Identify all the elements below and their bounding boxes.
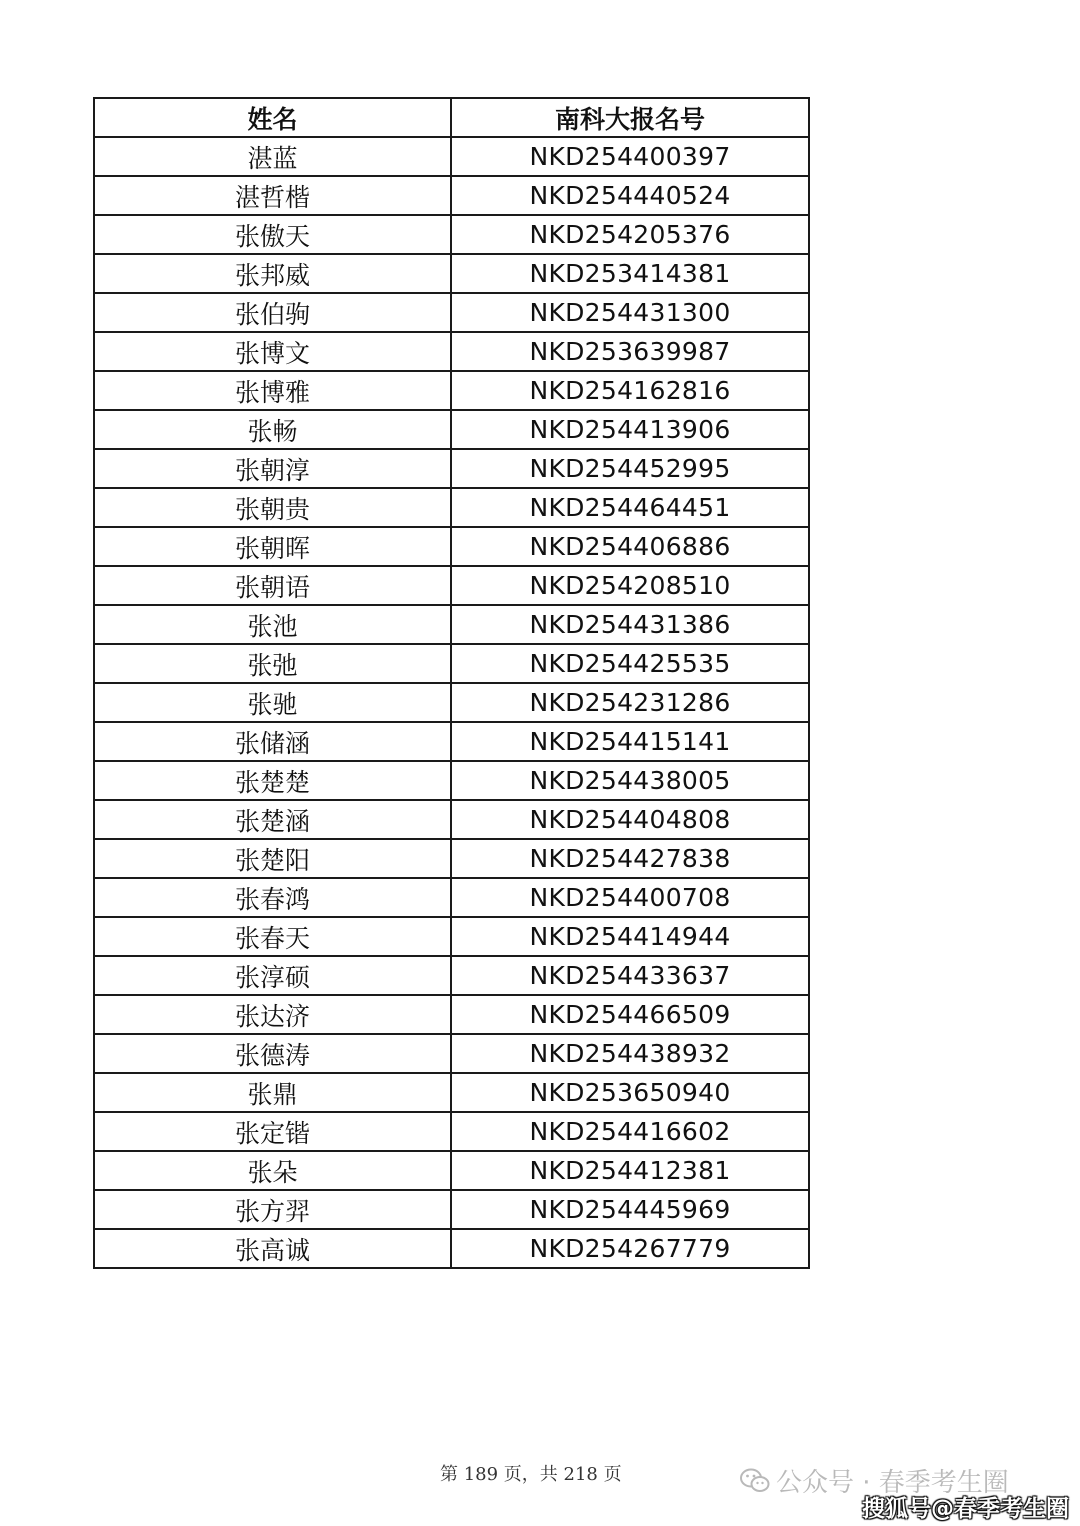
- registration-id: NKD254400708: [451, 878, 809, 917]
- table-header-row: [94, 98, 809, 137]
- table-row: [94, 917, 809, 956]
- table-row: [94, 878, 809, 917]
- table-row: [94, 566, 809, 605]
- registration-id: NKD254440524: [451, 176, 809, 215]
- table-row: [94, 1034, 809, 1073]
- table-row: [94, 1151, 809, 1190]
- applicant-name: 张达济: [94, 995, 451, 1034]
- applicant-name: 张朝淳: [94, 449, 451, 488]
- table-row: [94, 254, 809, 293]
- applicant-name: 张春鸿: [94, 878, 451, 917]
- table-body: [94, 137, 809, 1268]
- table-row: [94, 956, 809, 995]
- table-row: [94, 293, 809, 332]
- sohu-watermark: 搜狐号@春季考生圈: [862, 1496, 1069, 1522]
- applicant-name: 张楚涵: [94, 800, 451, 839]
- registration-id: NKD253639987: [451, 332, 809, 371]
- table-row: [94, 644, 809, 683]
- applicant-name: 湛哲楷: [94, 176, 451, 215]
- table-row: [94, 137, 809, 176]
- applicant-name: 张春天: [94, 917, 451, 956]
- registration-id: NKD254438005: [451, 761, 809, 800]
- header-registration-id: 南科大报名号: [451, 98, 809, 137]
- registration-id: NKD254400397: [451, 137, 809, 176]
- applicant-name: 张德涛: [94, 1034, 451, 1073]
- applicant-name: 张博雅: [94, 371, 451, 410]
- registration-id: NKD254413906: [451, 410, 809, 449]
- applicant-name: 张朵: [94, 1151, 451, 1190]
- table-row: [94, 215, 809, 254]
- registration-id: NKD254438932: [451, 1034, 809, 1073]
- table-row: [94, 371, 809, 410]
- registration-id: NKD254414944: [451, 917, 809, 956]
- applicant-name: 张博文: [94, 332, 451, 371]
- wechat-watermark-text: 公众号 · 春季考生圈: [776, 1468, 1009, 1498]
- applicant-name: 张伯驹: [94, 293, 451, 332]
- table-row: [94, 449, 809, 488]
- applicant-name: 张鼎: [94, 1073, 451, 1112]
- registration-id: NKD254427838: [451, 839, 809, 878]
- table-row: [94, 410, 809, 449]
- applicant-name: 张池: [94, 605, 451, 644]
- registration-id: NKD254208510: [451, 566, 809, 605]
- table-row: [94, 1229, 809, 1268]
- registration-id: NKD254466509: [451, 995, 809, 1034]
- applicant-name: 张楚阳: [94, 839, 451, 878]
- registration-id: NKD254452995: [451, 449, 809, 488]
- table-row: [94, 761, 809, 800]
- table-row: [94, 488, 809, 527]
- registration-id: NKD254406886: [451, 527, 809, 566]
- header-name: 姓名: [94, 98, 451, 137]
- registration-id: NKD254267779: [451, 1229, 809, 1268]
- registration-id: NKD254445969: [451, 1190, 809, 1229]
- registration-id: NKD254415141: [451, 722, 809, 761]
- registration-id: NKD254231286: [451, 683, 809, 722]
- applicant-name: 张储涵: [94, 722, 451, 761]
- table-row: [94, 1190, 809, 1229]
- registration-id: NKD254162816: [451, 371, 809, 410]
- applicant-name: 张朝贵: [94, 488, 451, 527]
- applicant-name: 张方羿: [94, 1190, 451, 1229]
- table-row: [94, 1073, 809, 1112]
- table-row: [94, 683, 809, 722]
- registration-id: NKD253414381: [451, 254, 809, 293]
- table-row: [94, 722, 809, 761]
- table-row: [94, 1112, 809, 1151]
- registration-id: NKD254205376: [451, 215, 809, 254]
- table-row: [94, 605, 809, 644]
- applicant-name: 张定锴: [94, 1112, 451, 1151]
- registration-id: NKD253650940: [451, 1073, 809, 1112]
- table-row: [94, 800, 809, 839]
- applicant-name: 张驰: [94, 683, 451, 722]
- registration-id: NKD254464451: [451, 488, 809, 527]
- applicant-name: 张畅: [94, 410, 451, 449]
- applicant-name: 张高诚: [94, 1229, 451, 1268]
- registration-id: NKD254425535: [451, 644, 809, 683]
- page-number-text: 第 189 页，共 218 页: [440, 1464, 622, 1485]
- registration-id: NKD254412381: [451, 1151, 809, 1190]
- table-row: [94, 527, 809, 566]
- registration-id: NKD254431300: [451, 293, 809, 332]
- applicant-name: 张弛: [94, 644, 451, 683]
- admission-table: [93, 97, 810, 1269]
- applicant-name: 张朝语: [94, 566, 451, 605]
- table-row: [94, 176, 809, 215]
- applicant-name: 张傲天: [94, 215, 451, 254]
- applicant-name: 张邦威: [94, 254, 451, 293]
- registration-id: NKD254404808: [451, 800, 809, 839]
- registration-id: NKD254416602: [451, 1112, 809, 1151]
- applicant-name: 张淳硕: [94, 956, 451, 995]
- applicant-name: 张楚楚: [94, 761, 451, 800]
- table-row: [94, 839, 809, 878]
- registration-id: NKD254433637: [451, 956, 809, 995]
- table-row: [94, 332, 809, 371]
- applicant-name: 张朝晖: [94, 527, 451, 566]
- table-row: [94, 995, 809, 1034]
- registration-id: NKD254431386: [451, 605, 809, 644]
- wechat-icon: [740, 1468, 770, 1494]
- applicant-name: 湛蓝: [94, 137, 451, 176]
